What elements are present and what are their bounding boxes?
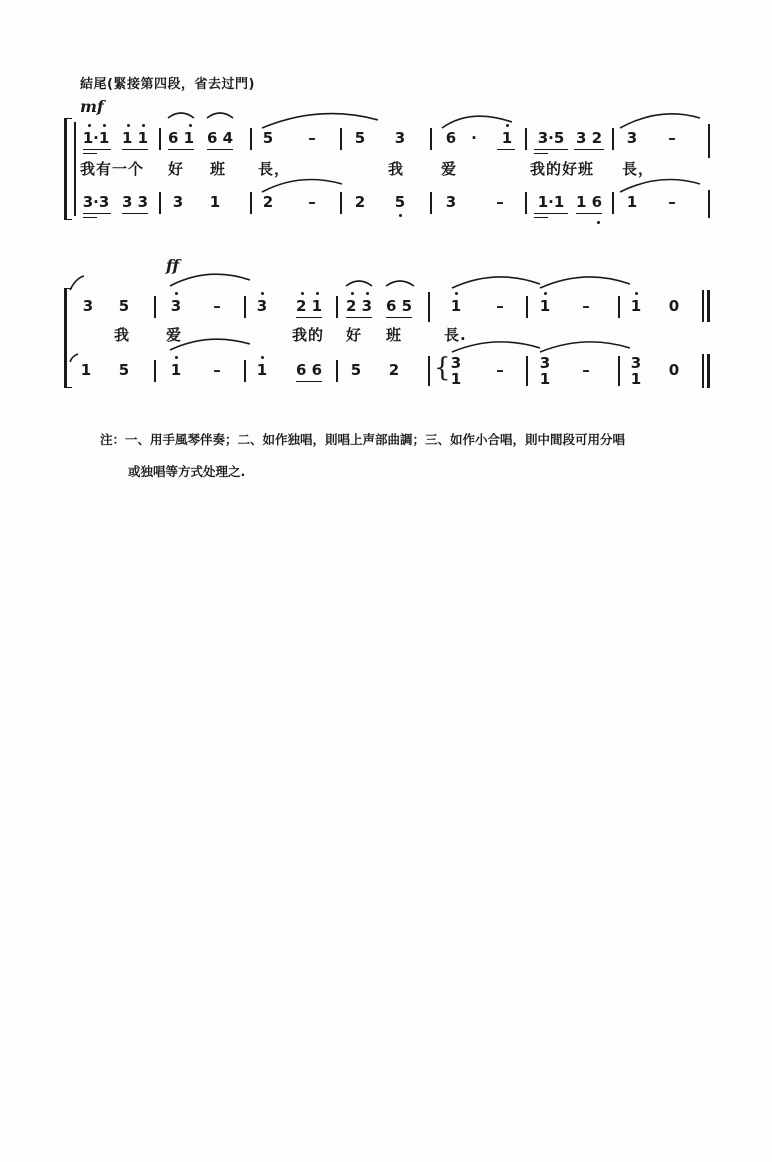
chord-note-upper: 3 [630,354,642,372]
note-dot: · [471,129,477,147]
footnote-line-1: 注：一、用手風琴伴奏；二、如作独唱，則唱上声部曲調；三、如作小合唱，則中間段可用分唱 [100,432,626,447]
note: – [668,129,676,147]
note: 1·1 [82,129,110,147]
note: 3·3 [82,193,110,211]
chord-note-lower: 1 [539,370,551,388]
note: 5 [118,297,130,315]
note: 3 [445,193,457,211]
note: 1 [170,361,182,379]
lyric: 長， [622,160,655,178]
note: – [496,361,504,379]
note: 2 [354,193,366,211]
note: 6 4 [206,129,234,147]
ending-heading: 結尾(緊接第四段，省去过門) [80,77,255,92]
note: 3 [626,129,638,147]
lyric: 我 [388,160,405,178]
note: 6 [445,129,457,147]
note: 5 [118,361,130,379]
lyric: 爱 [441,160,458,178]
note: 3·5 [537,129,565,147]
lyric: 我 [114,326,131,344]
chord-note-upper: 3 [539,354,551,372]
note: 1·1 [537,193,565,211]
note: – [582,297,590,315]
note: 0 [668,297,680,315]
note: 6 1 [167,129,195,147]
note: 3 3 [121,193,149,211]
note: 2 [388,361,400,379]
note: 0 [668,361,680,379]
note: 2 1 [295,297,323,315]
lyric: 好 [346,326,363,344]
note: 3 [394,129,406,147]
note: 3 [172,193,184,211]
chord-note-lower: 1 [630,370,642,388]
note: – [582,361,590,379]
note: 3 2 [575,129,603,147]
note: 2 3 [345,297,373,315]
note: 3 [256,297,268,315]
note: 1 [630,297,642,315]
chord-brace: { [434,353,451,383]
note: 1 [626,193,638,211]
note: – [213,361,221,379]
note: 1 6 [575,193,603,211]
lyric: 我的 [292,326,325,344]
note: 1 1 [121,129,149,147]
chord-note-lower: 1 [450,370,462,388]
note: – [668,193,676,211]
note: – [496,193,504,211]
note: 1 [539,297,551,315]
note: 1 [209,193,221,211]
chord-note-upper: 3 [450,354,462,372]
lyric: 好 [168,160,185,178]
note: 6 6 [295,361,323,379]
note: 1 [256,361,268,379]
lyric: 爱 [166,326,183,344]
lyric: 我的好班 [530,160,595,178]
note: – [496,297,504,315]
lyric: 班 [210,160,227,178]
note: – [308,129,316,147]
footnote-line-2: 或独唱等方式处理之. [128,464,246,479]
note: 5 [394,193,406,211]
lyric: 我有一个 [80,160,145,178]
dynamic-ff: ff [166,256,180,275]
note: 6 5 [385,297,413,315]
lyric: 長， [258,160,291,178]
note: 5 [350,361,362,379]
dynamic-mf: mf [80,97,104,116]
slurs [0,0,772,420]
note: 1 [450,297,462,315]
note: 5 [262,129,274,147]
note: – [213,297,221,315]
note: 2 [262,193,274,211]
note: 1 [80,361,92,379]
lyric: 長. [444,326,467,344]
lyric: 班 [386,326,403,344]
note: – [308,193,316,211]
note: 3 [170,297,182,315]
note: 1 [501,129,513,147]
note: 3 [82,297,94,315]
note: 5 [354,129,366,147]
